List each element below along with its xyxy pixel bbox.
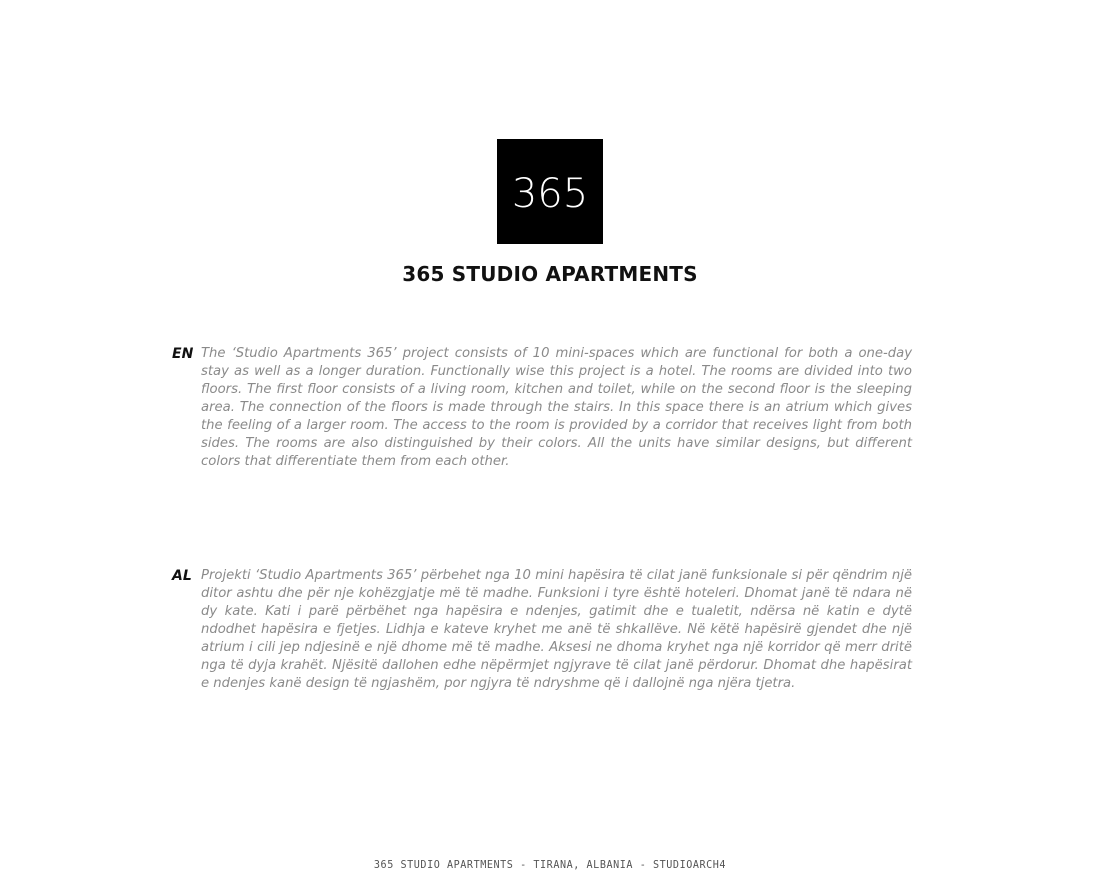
language-code-al: AL	[172, 568, 192, 584]
description-al: Projekti ‘Studio Apartments 365’ përbehet nga 10 mini hapësira të cilat janë funksionale si për qëndrim një ditor ashtu dhe për nje kohëzgjatje më të madhe. Funksioni i tyre është hoteleri. Dhomat janë të ndara në dy kate. Kati i parë përbëhet nga hapësira e ndenjes, gatimit dhe e tualetit, ndërsa në katin e dytë ndodhet hapësira e fjetjes. Lidhja e kateve kryhet me anë të shkallëve. Në këtë hapësirë gjendet dhe një atrium i cili jep ndjesinë e një dhome më të madhe. Aksesi ne dhoma kryhet nga një korridor që merr dritë nga të dyja krahët. Njësitë dallohen edhe nëpërmjet ngjyrave të cilat janë përdorur. Dhomat dhe hapësirat e ndenjes kanë design të ngjashëm, por ngjyra të ndryshme që i dallojnë nga njëra tjetra.	[201, 568, 912, 691]
language-code-en: EN	[172, 346, 194, 362]
page-footer: 365 STUDIO APARTMENTS - TIRANA, ALBANIA - STUDIOARCH4	[373, 858, 727, 871]
logo-box	[497, 139, 603, 244]
page-title: 365 STUDIO APARTMENTS	[402, 262, 698, 286]
logo-text: 365	[511, 170, 589, 217]
description-en: The ‘Studio Apartments 365’ project consists of 10 mini-spaces which are functional for both a one-day stay as well as a longer duration. Functionally wise this project is a hotel. The rooms are divided into two floors. The first floor consists of a living room, kitchen and toilet, while on the second floor is the sleeping area. The connection of the floors is made through the stairs. In this space there is an atrium which gives the feeling of a larger room. The access to the room is provided by a corridor that receives light from both sides. The rooms are also distinguished by their colors. All the units have similar designs, but different colors that differentiate them from each other.	[201, 346, 912, 469]
